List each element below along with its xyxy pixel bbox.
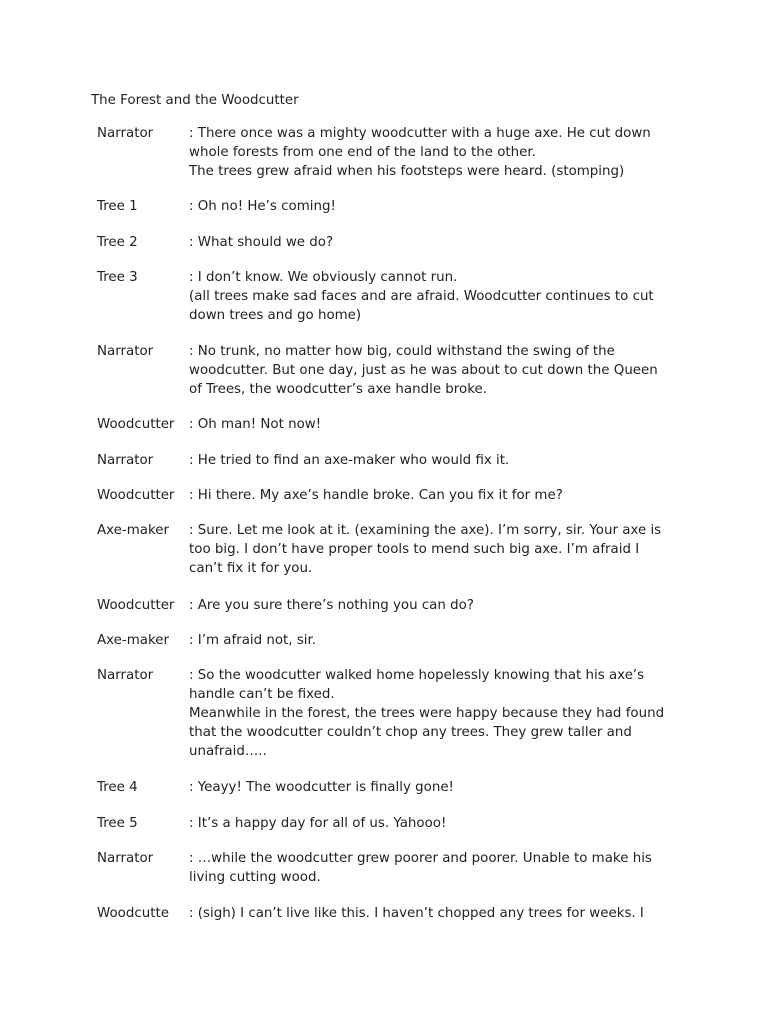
dialogue-line: of Trees, the woodcutter’s axe handle broke. [189, 381, 487, 397]
dialogue-line: handle can’t be fixed. [189, 686, 335, 702]
dialogue-line: Meanwhile in the forest, the trees were happy because they had found [189, 705, 665, 721]
speaker-name: Tree 2 [97, 235, 138, 250]
speaker-name: Axe-maker [97, 633, 170, 648]
speaker-name: Woodcutte [97, 906, 169, 921]
dialogue-line: : So the woodcutter walked home hopelessly knowing that his axe’s [189, 668, 645, 683]
speaker-name: Narrator [97, 344, 154, 359]
document-title: The Forest and the Woodcutter [91, 93, 299, 108]
dialogue-line: whole forests from one end of the land to the other. [189, 144, 536, 160]
speaker-name: Axe-maker [97, 523, 170, 538]
speaker-name: Tree 3 [97, 270, 138, 285]
speaker-name: Tree 5 [97, 816, 138, 831]
dialogue-line: down trees and go home) [189, 307, 362, 323]
dialogue-line: can’t fix it for you. [189, 560, 313, 576]
speaker-name: Narrator [97, 126, 154, 141]
dialogue-line: unafraid….. [189, 743, 267, 759]
dialogue-line: : I’m afraid not, sir. [189, 633, 317, 648]
dialogue-line: : What should we do? [189, 235, 334, 250]
dialogue-line: woodcutter. But one day, just as he was about to cut down the Queen [189, 362, 658, 378]
dialogue-line: : …while the woodcutter grew poorer and poorer. Unable to make his [189, 851, 652, 866]
dialogue-line: : (sigh) I can’t live like this. I haven’t chopped any trees for weeks. I [189, 906, 644, 921]
dialogue-line: : He tried to find an axe-maker who would fix it. [189, 453, 510, 468]
dialogue-line: : Yeayy! The woodcutter is finally gone! [189, 780, 454, 795]
speaker-name: Tree 1 [97, 199, 138, 214]
dialogue-line: : It’s a happy day for all of us. Yahooo! [189, 816, 447, 831]
speaker-name: Woodcutter [97, 598, 175, 613]
speaker-name: Narrator [97, 668, 154, 683]
speaker-name: Woodcutter [97, 417, 175, 432]
speaker-name: Tree 4 [97, 780, 138, 795]
dialogue-line: : Oh man! Not now! [189, 417, 322, 432]
dialogue-line: : Sure. Let me look at it. (examining the axe). I’m sorry, sir. Your axe is [189, 523, 662, 538]
speaker-name: Narrator [97, 851, 154, 866]
dialogue-line: that the woodcutter couldn’t chop any trees. They grew taller and [189, 724, 632, 740]
dialogue-line: The trees grew afraid when his footsteps were heard. (stomping) [189, 163, 625, 179]
dialogue-line: : Are you sure there’s nothing you can do? [189, 598, 474, 613]
speaker-name: Woodcutter [97, 488, 175, 503]
dialogue-line: living cutting wood. [189, 869, 321, 885]
dialogue-line: (all trees make sad faces and are afraid. Woodcutter continues to cut [189, 288, 654, 304]
dialogue-line: : No trunk, no matter how big, could withstand the swing of the [189, 344, 615, 359]
dialogue-line: too big. I don’t have proper tools to mend such big axe. I’m afraid I [189, 541, 640, 557]
dialogue-line: : There once was a mighty woodcutter with a huge axe. He cut down [189, 126, 651, 141]
speaker-name: Narrator [97, 453, 154, 468]
dialogue-line: : Oh no! He’s coming! [189, 199, 336, 214]
dialogue-line: : I don’t know. We obviously cannot run. [189, 270, 458, 285]
dialogue-line: : Hi there. My axe’s handle broke. Can you fix it for me? [189, 488, 563, 503]
